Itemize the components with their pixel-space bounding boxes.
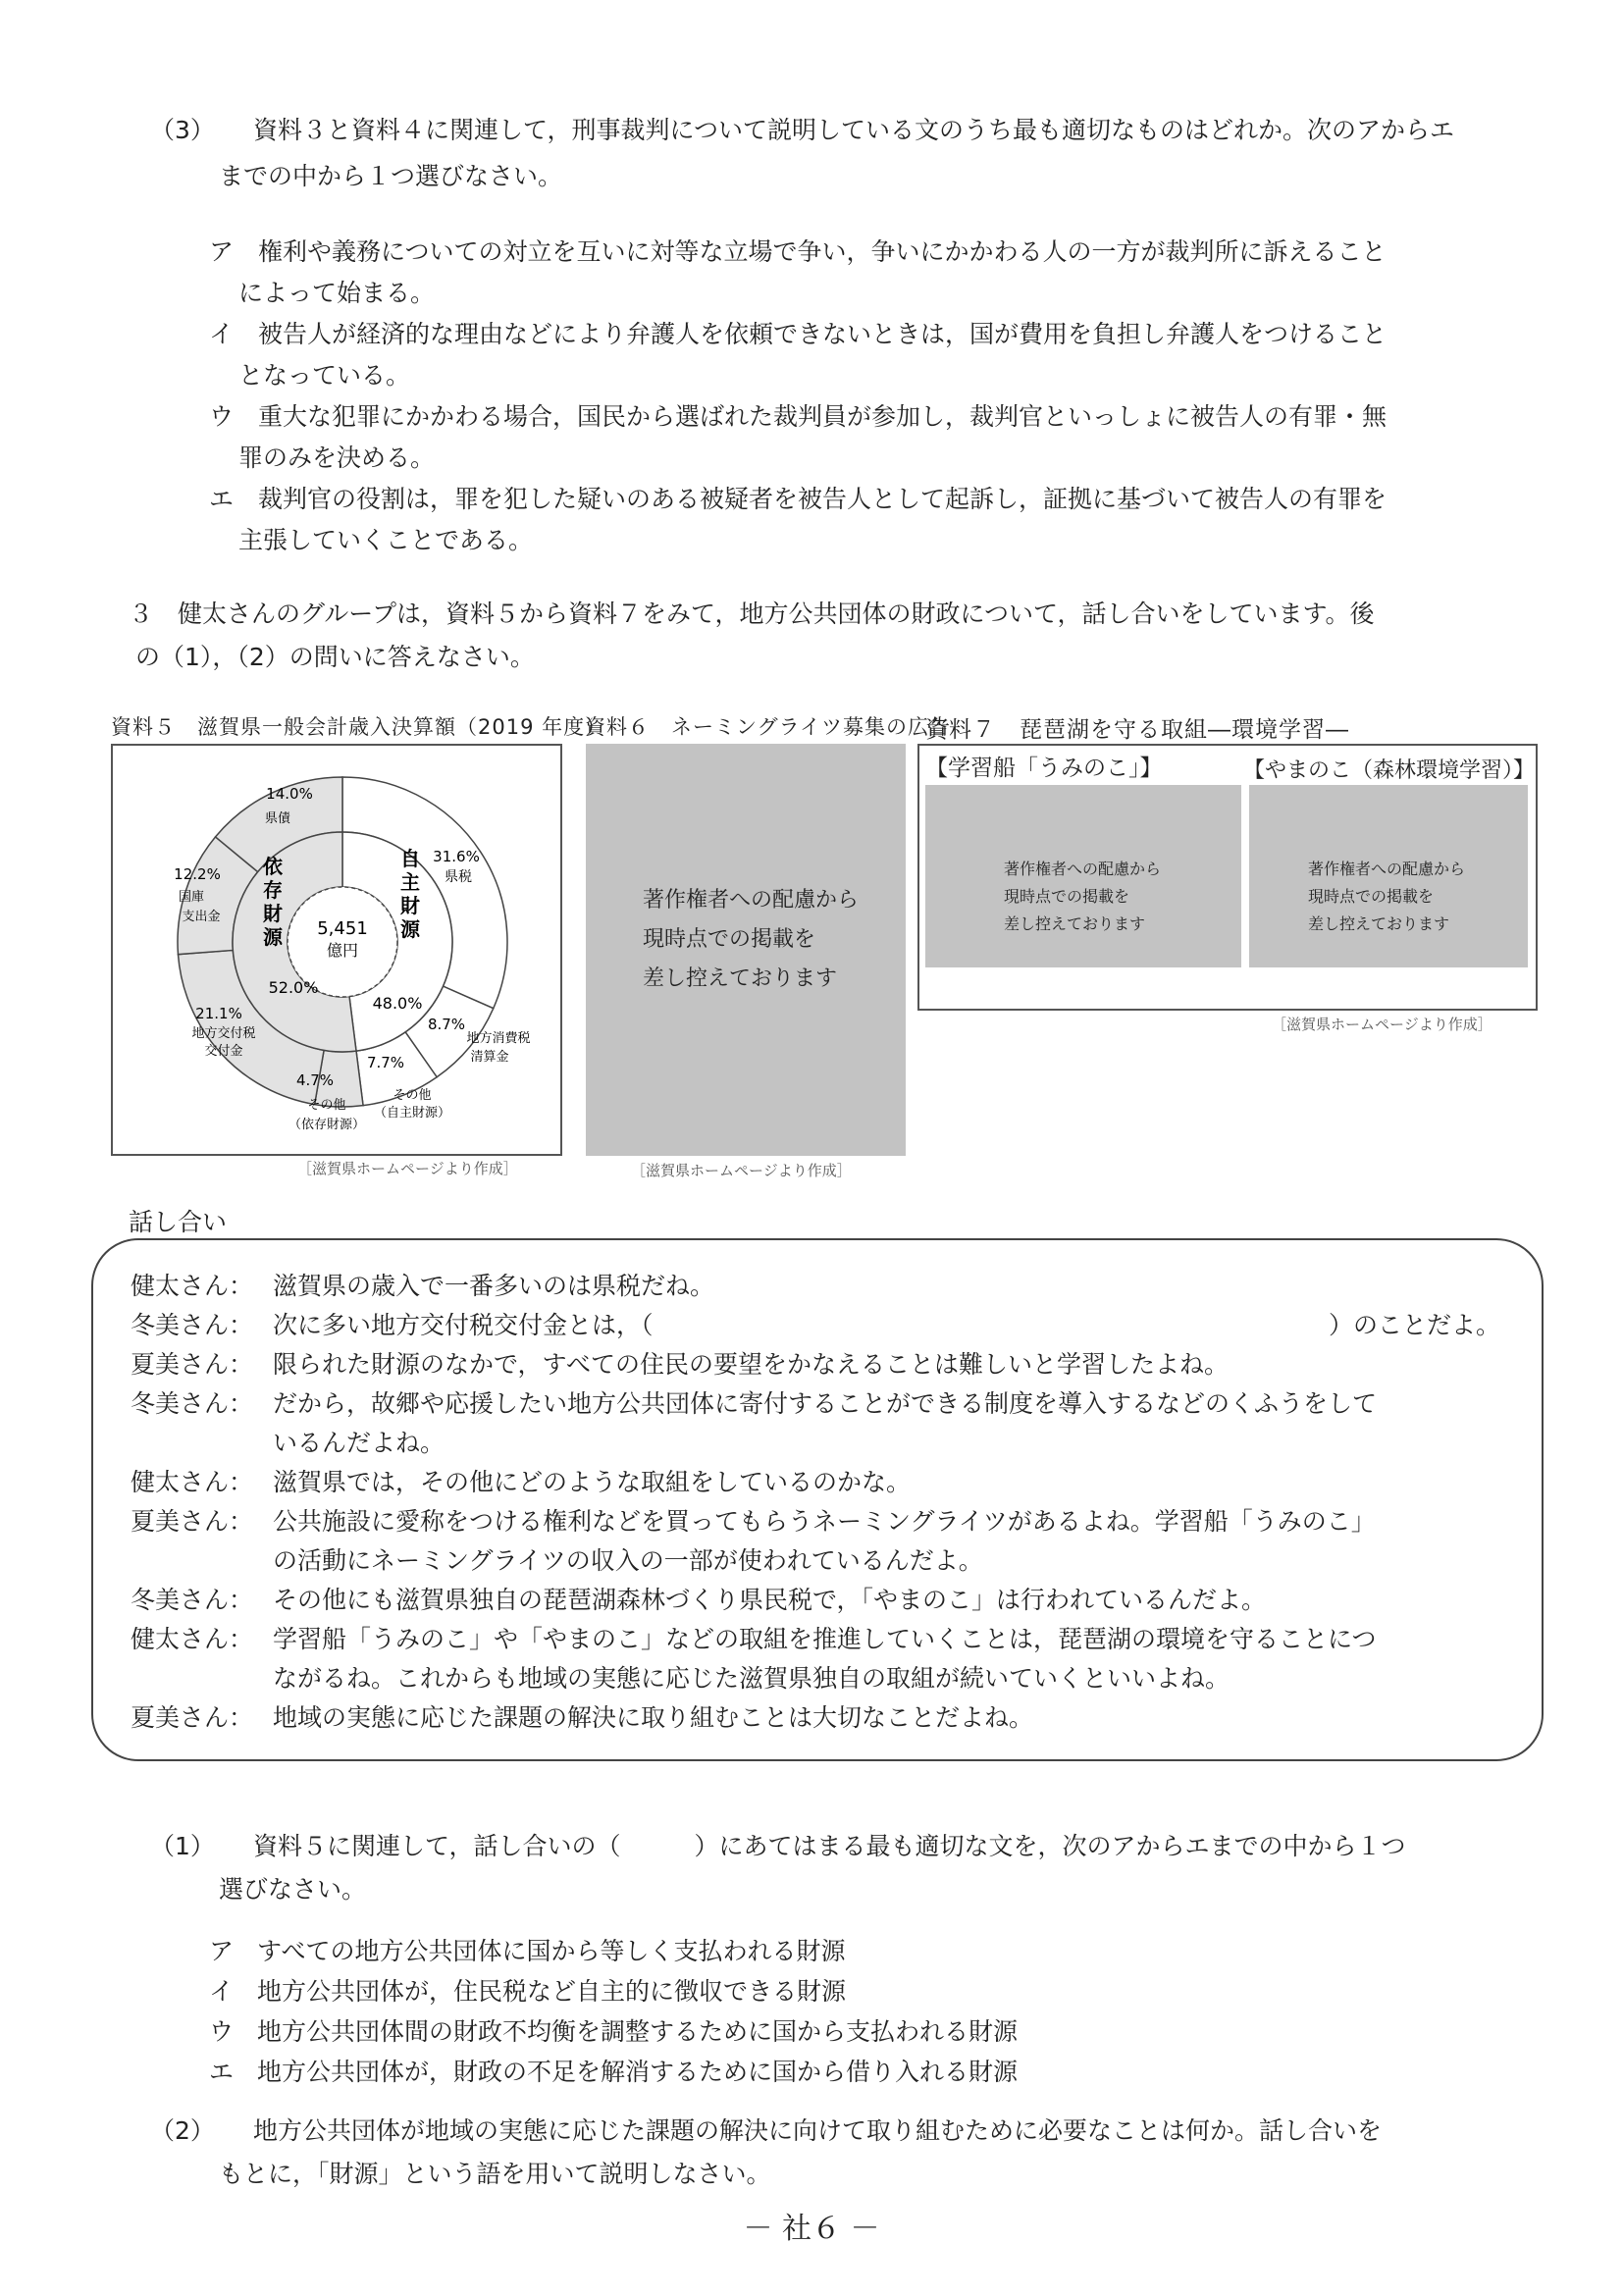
utterance: 地域の実態に応じた課題の解決に取り組むことは大切なことだよね。: [273, 1703, 1034, 1732]
answer-blank-close: ）のことだよ。: [1329, 1311, 1501, 1339]
shiryo5-source: ［滋賀県ホームページより作成］: [297, 1160, 518, 1177]
utterance: だから，故郷や応援したい地方公共団体に寄付することができる制度を導入するなどのくふうをして: [273, 1389, 1378, 1418]
label-kofu-pct: 21.1%: [195, 1005, 242, 1022]
label-inner-jishu-pct: 48.0%: [372, 994, 423, 1013]
q31-text-line1: 資料５に関連して，話し合いの（ ）にあてはまる最も適切な文を，次のアからエまでの中から１つ: [253, 1832, 1406, 1860]
label-sonota-izon-pct: 4.7%: [295, 1071, 335, 1089]
q32-number: （2）: [150, 2116, 215, 2145]
option-text-line2: によって始まる。: [238, 279, 436, 307]
label-jishu-zaigen: 自主財源: [400, 847, 420, 941]
label-kensai-pct: 14.0%: [266, 785, 313, 803]
label-kokko-line1: 国庫: [178, 890, 205, 905]
utterance-continuation: の活動にネーミングライツの収入の一部が使われているんだよ。: [273, 1546, 983, 1575]
option-text-line1: 重大な犯罪にかかわる場合，国民から選ばれた裁判員が参加し，裁判官といっしょに被告人の有罪・無: [258, 402, 1387, 431]
label-kokko-line2: 支出金: [182, 910, 221, 924]
option-mark: エ: [209, 2058, 235, 2086]
option-text-line2: 罪のみを決める。: [238, 444, 436, 472]
option-text: 地方公共団体が，住民税など自主的に徴収できる財源: [257, 1977, 847, 2006]
label-kokko-pct: 12.2%: [174, 865, 221, 883]
label-sonota-jishu-pct: 7.7%: [366, 1054, 405, 1071]
option-mark: ア: [209, 237, 235, 266]
center-value: 5,451: [317, 918, 368, 939]
discussion-line: [131, 1582, 1266, 1619]
speaker: 健太さん：: [131, 1625, 254, 1653]
label-kofu-line2: 交付金: [204, 1044, 243, 1059]
option-mark: ア: [209, 1937, 235, 1965]
label-chiho-pct: 8.7%: [427, 1016, 466, 1033]
discussion-line: [131, 1307, 654, 1344]
shiryo7-frame: [917, 744, 1538, 1011]
utterance-continuation: ながるね。これからも地域の実態に応じた滋賀県独自の取組が続いていくといいよね。: [273, 1664, 1230, 1693]
shiryo7-label: 資料７ 琵琶湖を守る取組―環境学習―: [925, 717, 1349, 743]
option-mark: ウ: [209, 2017, 235, 2046]
label-kenzei: 県税: [445, 869, 472, 885]
option-mark: ウ: [209, 402, 235, 431]
placeholder-line1: 著作権者への配慮から: [1004, 860, 1162, 878]
shiryo6-source: ［滋賀県ホームページより作成］: [631, 1162, 852, 1179]
discussion-line: [131, 1503, 1376, 1540]
option-text-line1: 被告人が経済的な理由などにより弁護人を依頼できないときは，国が費用を負担し弁護人をつけること: [258, 320, 1387, 348]
q3-text-line1: 資料３と資料４に関連して，刑事裁判について説明している文のうち最も適切なものはどれか。次のアからエ: [253, 116, 1455, 144]
section3-intro-line2: の（1），（2）の問いに答えなさい。: [135, 643, 535, 671]
speaker: 冬美さん：: [131, 1389, 254, 1418]
q32-text-line1: 地方公共団体が地域の実態に応じた課題の解決に向けて取り組むために必要なことは何か。話し合いを: [253, 2116, 1383, 2145]
option-text-line2: となっている。: [238, 361, 411, 390]
placeholder-line3: 差し控えております: [1004, 914, 1146, 933]
shiryo7-source: ［滋賀県ホームページより作成］: [1272, 1016, 1492, 1033]
utterance: その他にも滋賀県独自の琵琶湖森林づくり県民税で，「やまのこ」は行われているんだよ。: [273, 1586, 1267, 1614]
q31-option-u: [209, 2011, 1018, 2052]
utterance: 次に多い地方交付税交付金とは，（: [273, 1311, 654, 1339]
label-inner-izon-pct: 52.0%: [268, 978, 319, 997]
q3-text-line2: までの中から１つ選びなさい。: [219, 162, 563, 190]
q3-number: （3）: [150, 116, 215, 144]
discussion-line: [131, 1621, 1377, 1658]
placeholder-line2: 現時点での掲載を: [643, 927, 816, 952]
option-text-line1: 権利や義務についての対立を互いに対等な立場で争い，争いにかかわる人の一方が裁判所に訴えること: [258, 237, 1387, 266]
placeholder-line3: 差し控えております: [643, 966, 838, 991]
label-sonota-izon-line2: （依存財源）: [288, 1118, 366, 1132]
speaker: 夏美さん：: [131, 1507, 254, 1536]
revenue-donut-chart: [113, 746, 560, 1154]
q31-text-line2: 選びなさい。: [219, 1875, 367, 1904]
label-sonota-jishu-line1: その他: [393, 1088, 432, 1103]
q31-number: （1）: [150, 1832, 215, 1860]
speaker: 健太さん：: [131, 1272, 254, 1300]
shiryo7-sub2: 【やまのこ（森林環境学習）】: [1243, 758, 1536, 783]
discussion-line: [131, 1699, 1033, 1737]
utterance: 滋賀県の歳入で一番多いのは県税だね。: [273, 1272, 715, 1300]
speaker: 冬美さん：: [131, 1311, 254, 1339]
placeholder-line1: 著作権者への配慮から: [643, 888, 860, 913]
utterance: 公共施設に愛称をつける権利などを買ってもらうネーミングライツがあるよね。学習船「うみのこ」: [273, 1507, 1376, 1536]
section3-intro-line1: ３ 健太さんのグループは，資料５から資料７をみて，地方公共団体の財政について，話し合いをしています。後: [129, 600, 1375, 628]
discussion-line: [131, 1464, 911, 1501]
discussion-line: [131, 1268, 714, 1305]
label-sonota-izon-line1: その他: [307, 1098, 346, 1113]
utterance-continuation: いるんだよね。: [273, 1429, 445, 1457]
placeholder-line2: 現時点での掲載を: [1308, 887, 1435, 906]
label-kofu-line1: 地方交付税: [191, 1026, 256, 1041]
label-kensai: 県債: [264, 811, 291, 826]
yamano-ko-image-placeholder: [1249, 785, 1528, 967]
discussion-title: 話し合い: [129, 1208, 228, 1236]
label-kenzei-pct: 31.6%: [433, 848, 480, 865]
q31-option-e: [209, 2052, 1018, 2092]
shiryo6-label: 資料６ ネーミングライツ募集の広告: [585, 715, 951, 739]
label-chiho-line1: 地方消費税: [466, 1031, 531, 1046]
speaker: 冬美さん：: [131, 1586, 254, 1614]
discussion-line: [131, 1346, 1229, 1383]
option-mark: イ: [209, 320, 235, 348]
center-unit: 億円: [326, 941, 359, 960]
speaker: 健太さん：: [131, 1468, 254, 1496]
shiryo7-sub1: 【学習船「うみのこ」】: [925, 756, 1163, 781]
option-text-line2: 主張していくことである。: [238, 526, 534, 554]
utterance: 限られた財源のなかで，すべての住民の要望をかなえることは難しいと学習したよね。: [273, 1350, 1230, 1379]
discussion-line: [131, 1385, 1377, 1423]
q31-option-a: [209, 1931, 846, 1971]
umino-ko-image-placeholder: [925, 785, 1241, 967]
q31-option-i: [209, 1971, 846, 2011]
shiryo5-chart-frame: [111, 744, 562, 1156]
utterance: 学習船「うみのこ」や「やまのこ」などの取組を推進していくことは，琵琶湖の環境を守ることにつ: [273, 1625, 1377, 1653]
option-text: 地方公共団体が，財政の不足を解消するために国から借り入れる財源: [257, 2058, 1019, 2086]
speaker: 夏美さん：: [131, 1350, 254, 1379]
label-chiho-line2: 清算金: [470, 1050, 509, 1065]
q32-text-line2: もとに，「財源」という語を用いて説明しなさい。: [219, 2160, 771, 2188]
label-sonota-jishu-line2: （自主財源）: [373, 1106, 451, 1121]
placeholder-line3: 差し控えております: [1308, 914, 1450, 933]
shiryo5-label: 資料５ 滋賀県一般会計歳入決算額（2019 年度）: [111, 715, 607, 739]
option-text: すべての地方公共団体に国から等しく支払われる財源: [257, 1937, 846, 1965]
option-mark: エ: [209, 485, 235, 513]
placeholder-line2: 現時点での掲載を: [1004, 887, 1130, 906]
placeholder-line1: 著作権者への配慮から: [1308, 860, 1466, 878]
shiryo6-image-placeholder: [586, 744, 906, 1156]
option-text: 地方公共団体間の財政不均衡を調整するために国から支払われる財源: [257, 2017, 1019, 2046]
label-izon-zaigen: 依存財源: [263, 855, 283, 949]
option-text-line1: 裁判官の役割は，罪を犯した疑いのある被疑者を被告人として起訴し，証拠に基づいて被告人の有罪を: [258, 485, 1387, 513]
option-mark: イ: [209, 1977, 235, 2006]
utterance: 滋賀県では，その他にどのような取組をしているのかな。: [273, 1468, 912, 1496]
speaker: 夏美さん：: [131, 1703, 254, 1732]
page-number: － 社６ －: [743, 2212, 880, 2246]
